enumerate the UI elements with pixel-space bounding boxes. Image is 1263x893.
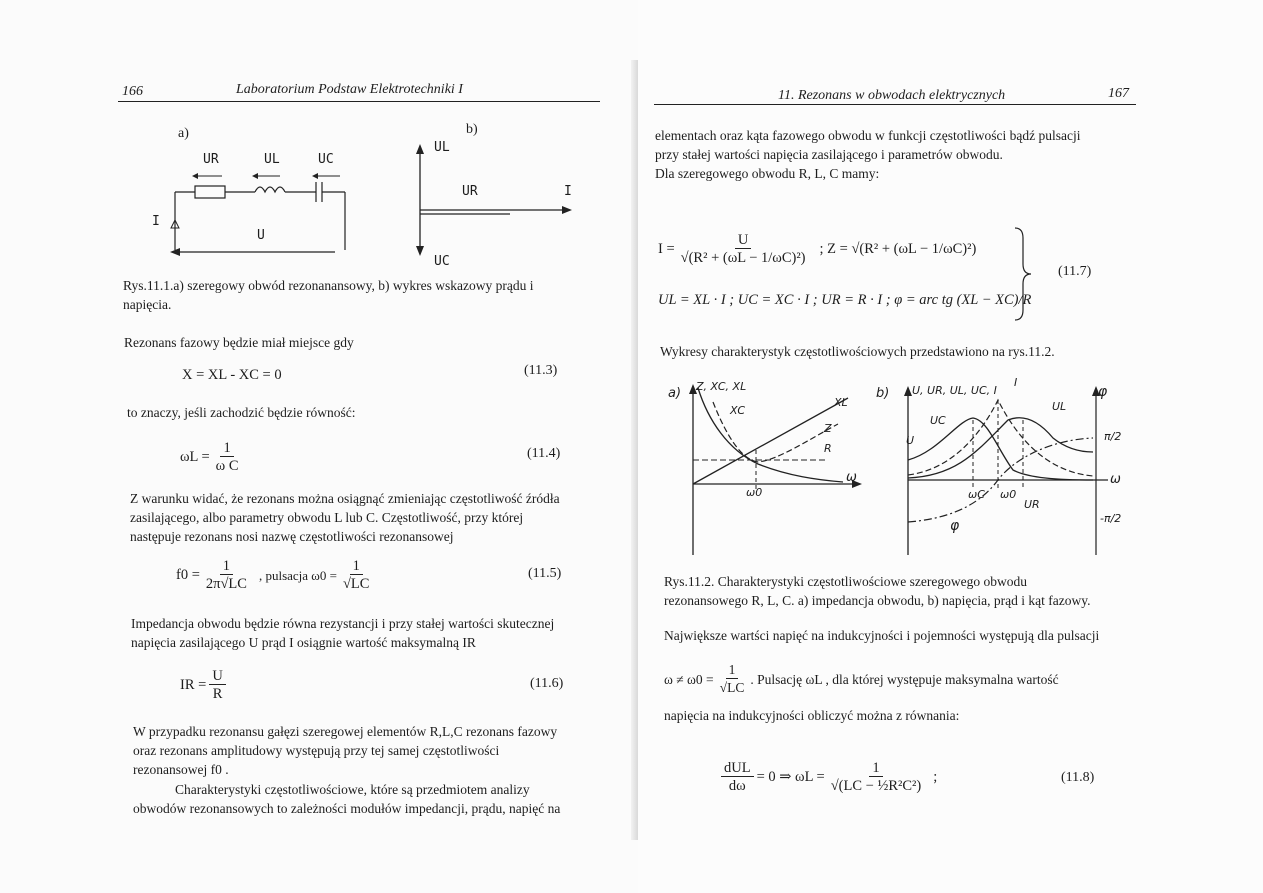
right-page [638, 0, 1263, 893]
equation-11-7-line1 [658, 232, 976, 267]
eq-rest: . Pulsację ωL , dla której występuje maksymalna wartość [750, 671, 1059, 687]
chart-b-omegac: ωC [968, 488, 985, 501]
paragraph: przy stałej wartości napięcia zasilającego i parametrów obwodu. [655, 147, 1003, 162]
phasor-label-i: I [564, 184, 572, 199]
chart-b-ylabel: U, UR, UL, UC, I [912, 384, 997, 397]
running-header: 11. Rezonans w obwodach elektrycznych [778, 88, 1006, 103]
paragraph: następuje rezonans nosi nazwę częstotliwości rezonansowej [130, 529, 454, 544]
eq-lhs: ωL = [180, 449, 210, 465]
denominator: √LC [719, 680, 745, 695]
numerator: U [735, 232, 751, 249]
fraction [213, 440, 242, 475]
circuit-label-uc: UC [318, 152, 334, 167]
fig-a-label: a) [178, 126, 189, 141]
fraction [717, 662, 748, 697]
numerator: 1 [869, 760, 882, 777]
numerator: 1 [220, 558, 233, 575]
fraction [340, 558, 373, 593]
chart-b-ul: UL [1052, 400, 1067, 413]
eq-lhs: I = [658, 241, 675, 257]
chart-b-ur: UR [1024, 498, 1040, 511]
denominator: √(LC − ½R²C²) [830, 778, 922, 794]
equation-11-5 [176, 558, 375, 593]
equation-11-3: X = XL - XC = 0 [182, 367, 282, 383]
paragraph: rezonansowej f0 . [133, 762, 229, 777]
eq-semicolon: ; [933, 769, 938, 785]
paragraph: Największe wartści napięć na indukcyjności i pojemności występują dla pulsacji [664, 628, 1100, 643]
equation-resonance [664, 662, 1059, 697]
chart-b-i: I [1014, 376, 1018, 389]
numerator: 1 [726, 662, 739, 679]
paragraph: Wykresy charakterystyk częstotliwościowych przedstawiono na rys.11.2. [660, 344, 1055, 359]
fraction [721, 760, 754, 795]
paragraph: napięcia na indukcyjności obliczyć można z równania: [664, 708, 960, 723]
fraction [209, 668, 225, 703]
paragraph: Impedancja obwodu będzie równa rezystancji i przy stałej wartości skutecznej [131, 616, 555, 631]
phasor-label-ul: UL [434, 140, 450, 155]
header-rule [118, 101, 600, 102]
chart-voltages-current-phase [898, 380, 1123, 560]
phasor-diagram [410, 140, 590, 260]
paragraph: oraz rezonans amplitudowy występują przy tej samej częstotliwości [133, 743, 500, 758]
phasor-label-uc: UC [434, 254, 450, 269]
paragraph: W przypadku rezonansu gałęzi szeregowej elementów R,L,C rezonans fazowy [133, 724, 558, 739]
running-header: Laboratorium Podstaw Elektrotechniki I [236, 82, 463, 97]
fig-b-label: b) [466, 122, 478, 137]
chart-a-label: a) [668, 386, 682, 401]
equation-11-8 [718, 760, 937, 795]
chart-a-xc: XC [730, 404, 746, 417]
chart-b-phi: φ [950, 518, 960, 534]
chart-b-mpi2: -π/2 [1100, 512, 1122, 525]
chart-b-pi2: π/2 [1104, 430, 1122, 443]
phasor-label-ur: UR [462, 184, 478, 199]
eq-lhs: IR = [180, 677, 207, 693]
paragraph: Dla szeregowego obwodu R, L, C mamy: [655, 166, 880, 181]
numerator: 1 [220, 440, 233, 457]
chart-b-omega: ω [1110, 472, 1121, 487]
denominator: √(R² + (ωL − 1/ωC)²) [680, 250, 806, 266]
chart-a-omega: ω [846, 470, 857, 485]
chart-b-u: U [906, 434, 915, 447]
chart-a-ylabel: Z, XC, XL [696, 380, 747, 393]
chart-b-uc: UC [930, 414, 946, 427]
denominator: 2π√LC [205, 576, 247, 592]
denominator: dω [728, 778, 746, 794]
chart-a-omega0: ω0 [746, 486, 763, 499]
paragraph: napięcia zasilającego U prąd I osiągnie wartość maksymalną IR [131, 635, 476, 650]
fraction [828, 760, 924, 795]
equation-11-4 [180, 440, 245, 475]
paragraph: Rezonans fazowy będzie miał miejsce gdy [124, 335, 354, 350]
fraction [203, 558, 250, 593]
equation-number: (11.4) [527, 446, 561, 461]
eq-mid: , pulsacja ω0 = [258, 567, 337, 583]
figure-caption: Rys.11.1.a) szeregowy obwód rezonanansowy, b) wykres wskazowy prądu i [123, 278, 534, 293]
brace [1013, 226, 1033, 322]
paragraph: Z warunku widać, że rezonans można osiągnąć zmieniając częstotliwość źródła [130, 491, 560, 506]
header-rule [654, 104, 1136, 105]
equation-number: (11.5) [528, 566, 562, 581]
numerator: dUL [721, 760, 754, 777]
chart-b-phi-axis: φ [1098, 384, 1108, 400]
equation-number: (11.8) [1061, 770, 1095, 785]
paragraph: to znaczy, jeśli zachodzić będzie równość: [127, 405, 356, 420]
chart-a-z: Z [824, 422, 832, 435]
figure-caption: Rys.11.2. Charakterystyki częstotliwościowe szeregowego obwodu [664, 574, 1028, 589]
equation-11-6 [180, 668, 229, 703]
denominator: √LC [342, 576, 370, 592]
numerator: U [209, 668, 225, 685]
eq-mid: = 0 ⇒ ωL = [756, 769, 825, 785]
equation-11-7-line2: UL = XL · I ; UC = XC · I ; UR = R · I ; φ = arc tg (XL − XC)/R [658, 292, 1032, 308]
page-number: 166 [122, 84, 143, 99]
circuit-label-i: I [152, 214, 160, 229]
fraction [678, 232, 809, 267]
equation-number: (11.6) [530, 676, 564, 691]
eq-lhs: f0 = [176, 567, 200, 583]
numerator: 1 [350, 558, 363, 575]
eq-lhs: ω ≠ ω0 = [664, 671, 714, 687]
circuit-label-ul: UL [264, 152, 280, 167]
chart-b-omega0: ω0 [1000, 488, 1017, 501]
chart-b-label: b) [876, 386, 890, 401]
denominator: ω C [215, 458, 239, 474]
chart-a-r: R [824, 442, 832, 455]
circuit-label-u: U [257, 228, 265, 243]
eq-impedance: ; Z = √(R² + (ωL − 1/ωC)²) [819, 241, 977, 257]
paragraph: zasilającego, albo parametry obwodu L lub C. Częstotliwość, przy której [130, 510, 524, 525]
page-number: 167 [1108, 86, 1129, 101]
equation-number: (11.7) [1058, 264, 1092, 279]
figure-caption-cont: napięcia. [123, 297, 172, 312]
chart-a-xl: XL [834, 396, 848, 409]
paragraph: Charakterystyki częstotliwościowe, które są przedmiotem analizy [175, 782, 530, 797]
paragraph: elementach oraz kąta fazowego obwodu w funkcji częstotliwości bądź pulsacji [655, 128, 1081, 143]
figure-caption-cont: rezonansowego R, L, C. a) impedancja obwodu, b) napięcia, prąd i kąt fazowy. [664, 593, 1091, 608]
paragraph: obwodów rezonansowych to zależności modułów impedancji, prądu, napięć na [133, 801, 561, 816]
circuit-label-ur: UR [203, 152, 219, 167]
denominator: R [212, 686, 223, 702]
equation-number: (11.3) [524, 363, 558, 378]
